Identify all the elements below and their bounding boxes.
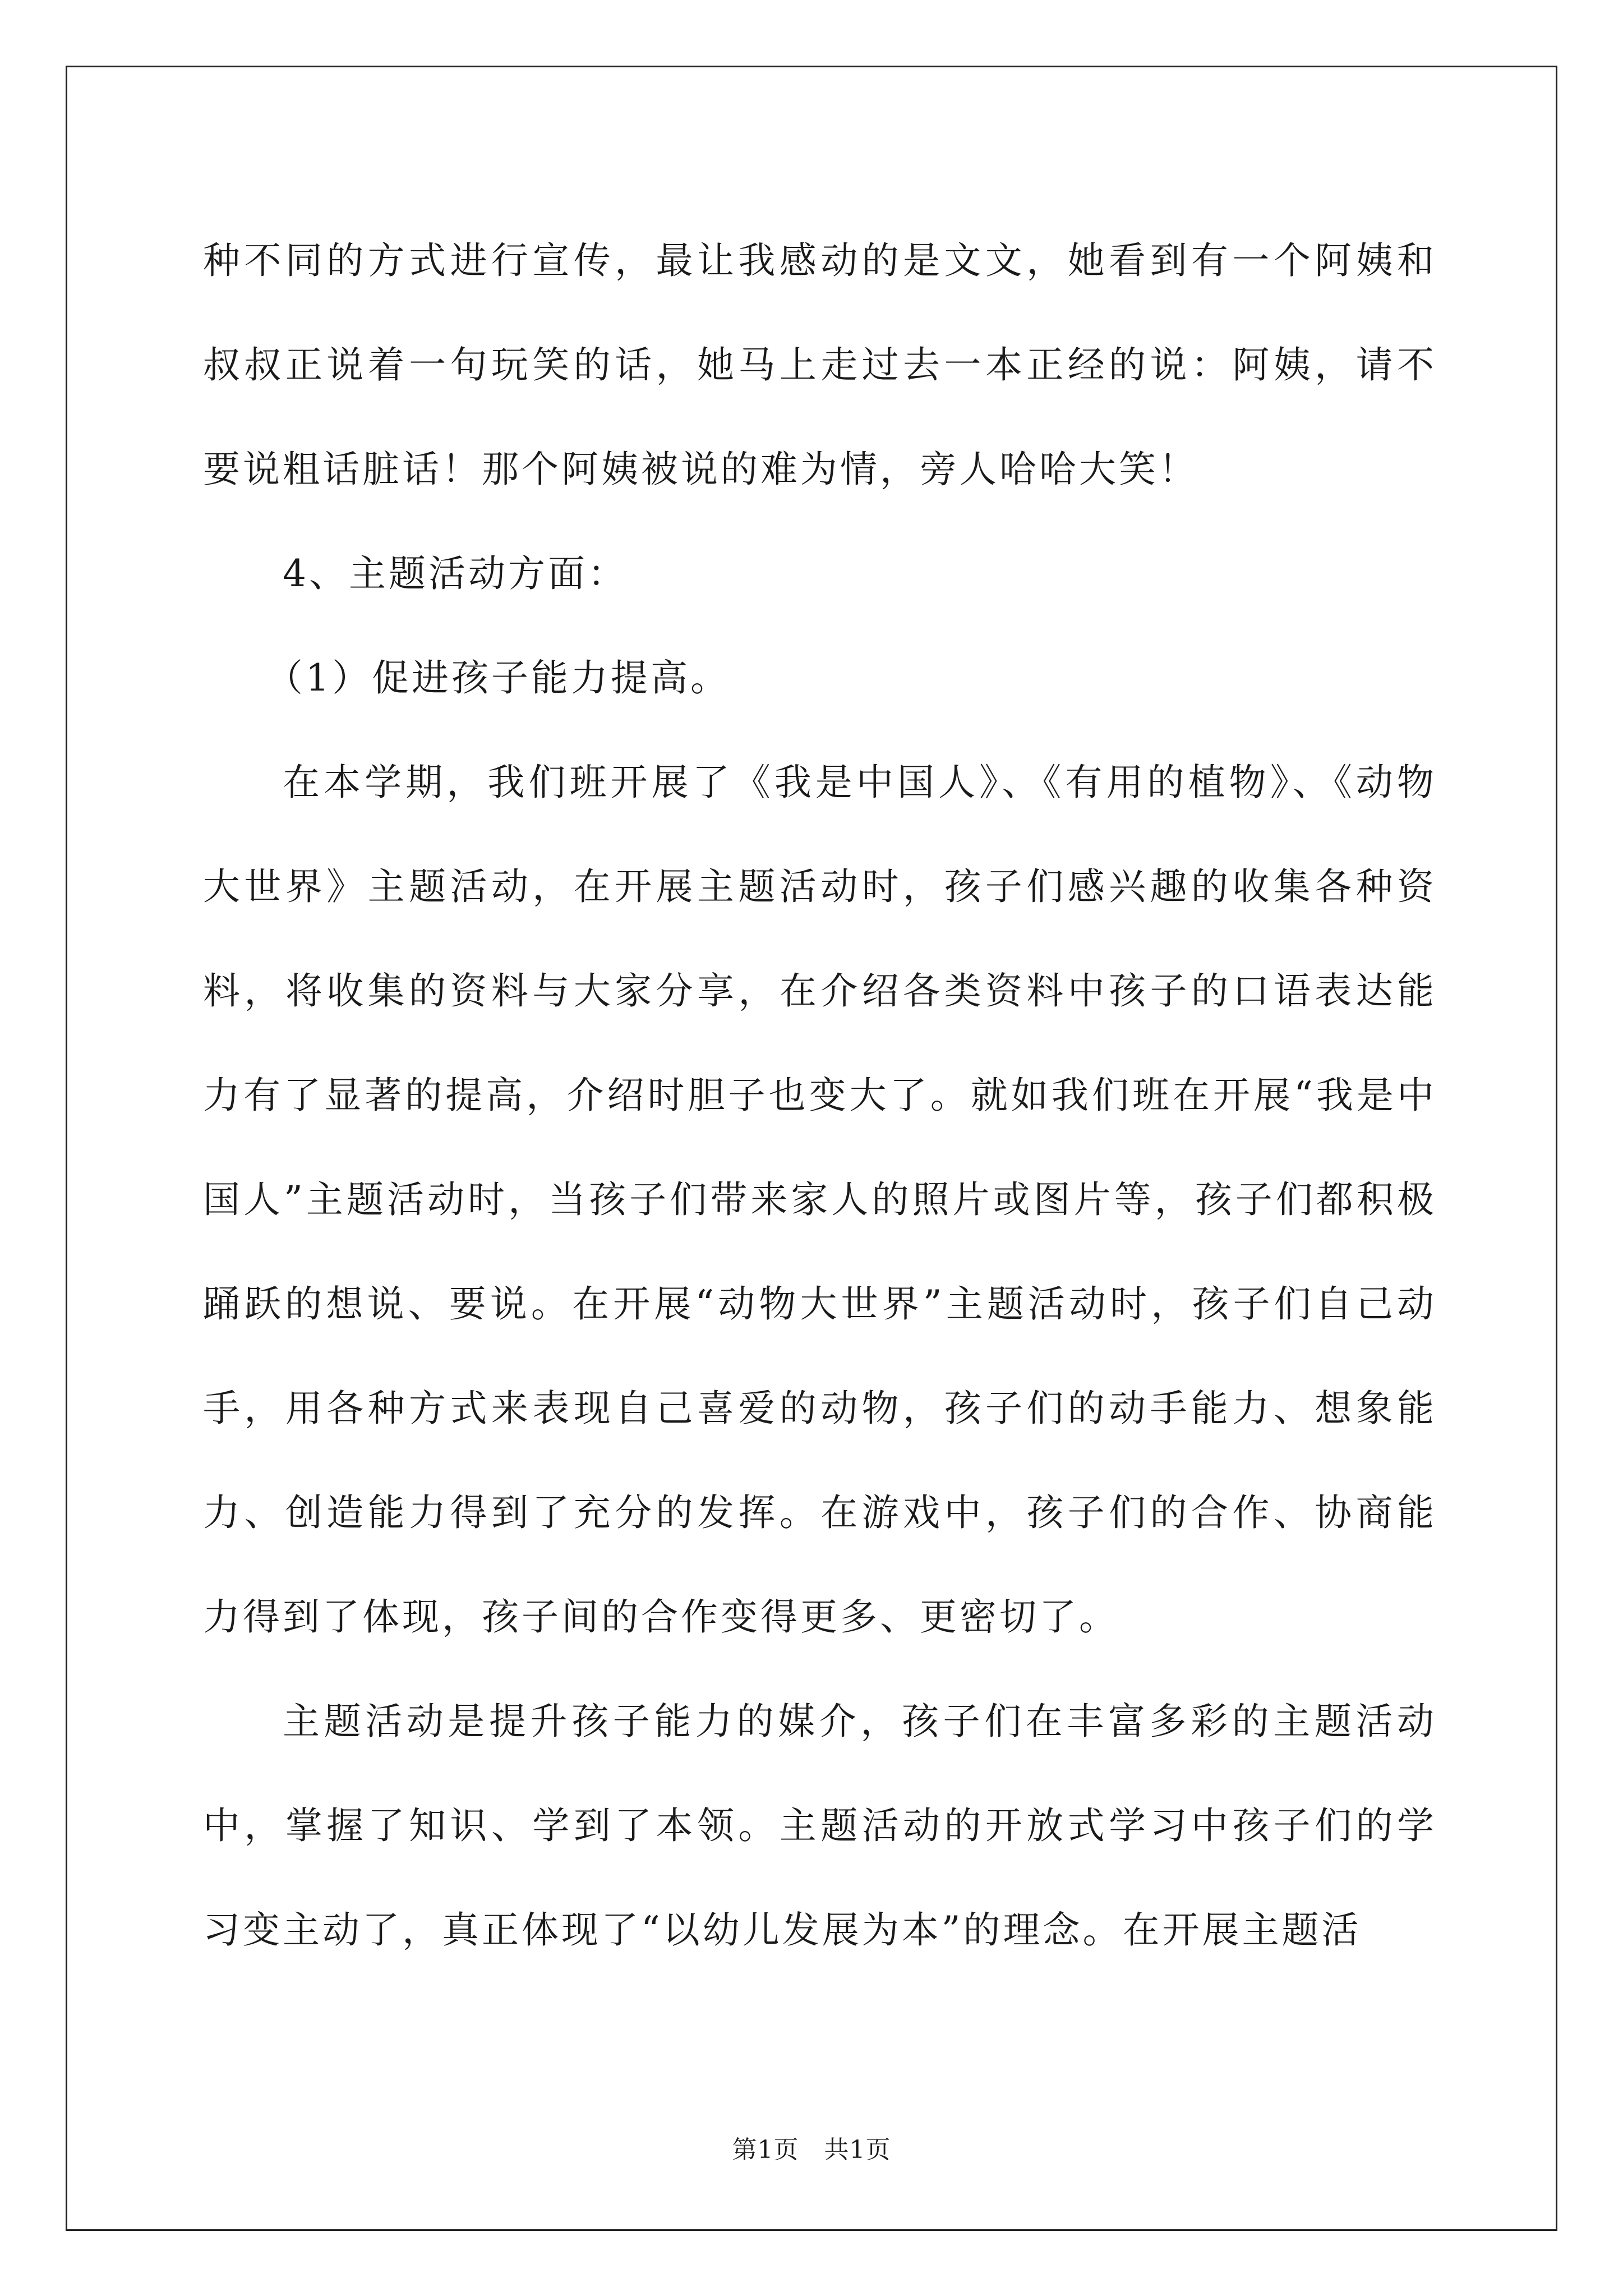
page-footer: 第1页 共1页 <box>732 2136 891 2164</box>
subsection-heading: （1）促进孩子能力提高。 <box>266 656 730 700</box>
section-heading: 4、主题活动方面： <box>283 552 628 595</box>
paragraph-continuation: 种不同的方式进行宣传，最让我感动的是文文，她看到有一个阿姨和叔叔正说着一句玩笑的话，她马上走过去一本正经的说：阿姨，请不要说粗话脏话！那个阿姨被说的难为情，旁人哈哈大笑！ <box>203 239 1437 491</box>
paragraph-theme-activities: 在本学期，我们班开展了《我是中国人》、《有用的植物》、《动物大世界》主题活动，在开展主题活动时，孩子们感兴趣的收集各种资料，将收集的资料与大家分享，在介绍各类资料中孩子的口语表达能力有了显著的提高，介绍时胆子也变大了。就如我们班在开展“我是中国人”主题活动时，当孩子们带来家人的照片或图片等，孩子们都积极踊跃的想说、要说。在开展“动物大世界”主题活动时，孩子们自己动手，用各种方式来表现自己喜爱的动物，孩子们的动手能力、想象能力、创造能力得到了充分的发挥。在游戏中，孩子们的合作、协商能力得到了体现，孩子间的合作变得更多、更密切了。 <box>203 761 1437 1639</box>
document-body <box>203 209 1437 1982</box>
paragraph-theme-summary: 主题活动是提升孩子能力的媒介，孩子们在丰富多彩的主题活动中，掌握了知识、学到了本领。主题活动的开放式学习中孩子们的学习变主动了，真正体现了“以幼儿发展为本”的理念。在开展主题活 <box>203 1700 1437 1952</box>
